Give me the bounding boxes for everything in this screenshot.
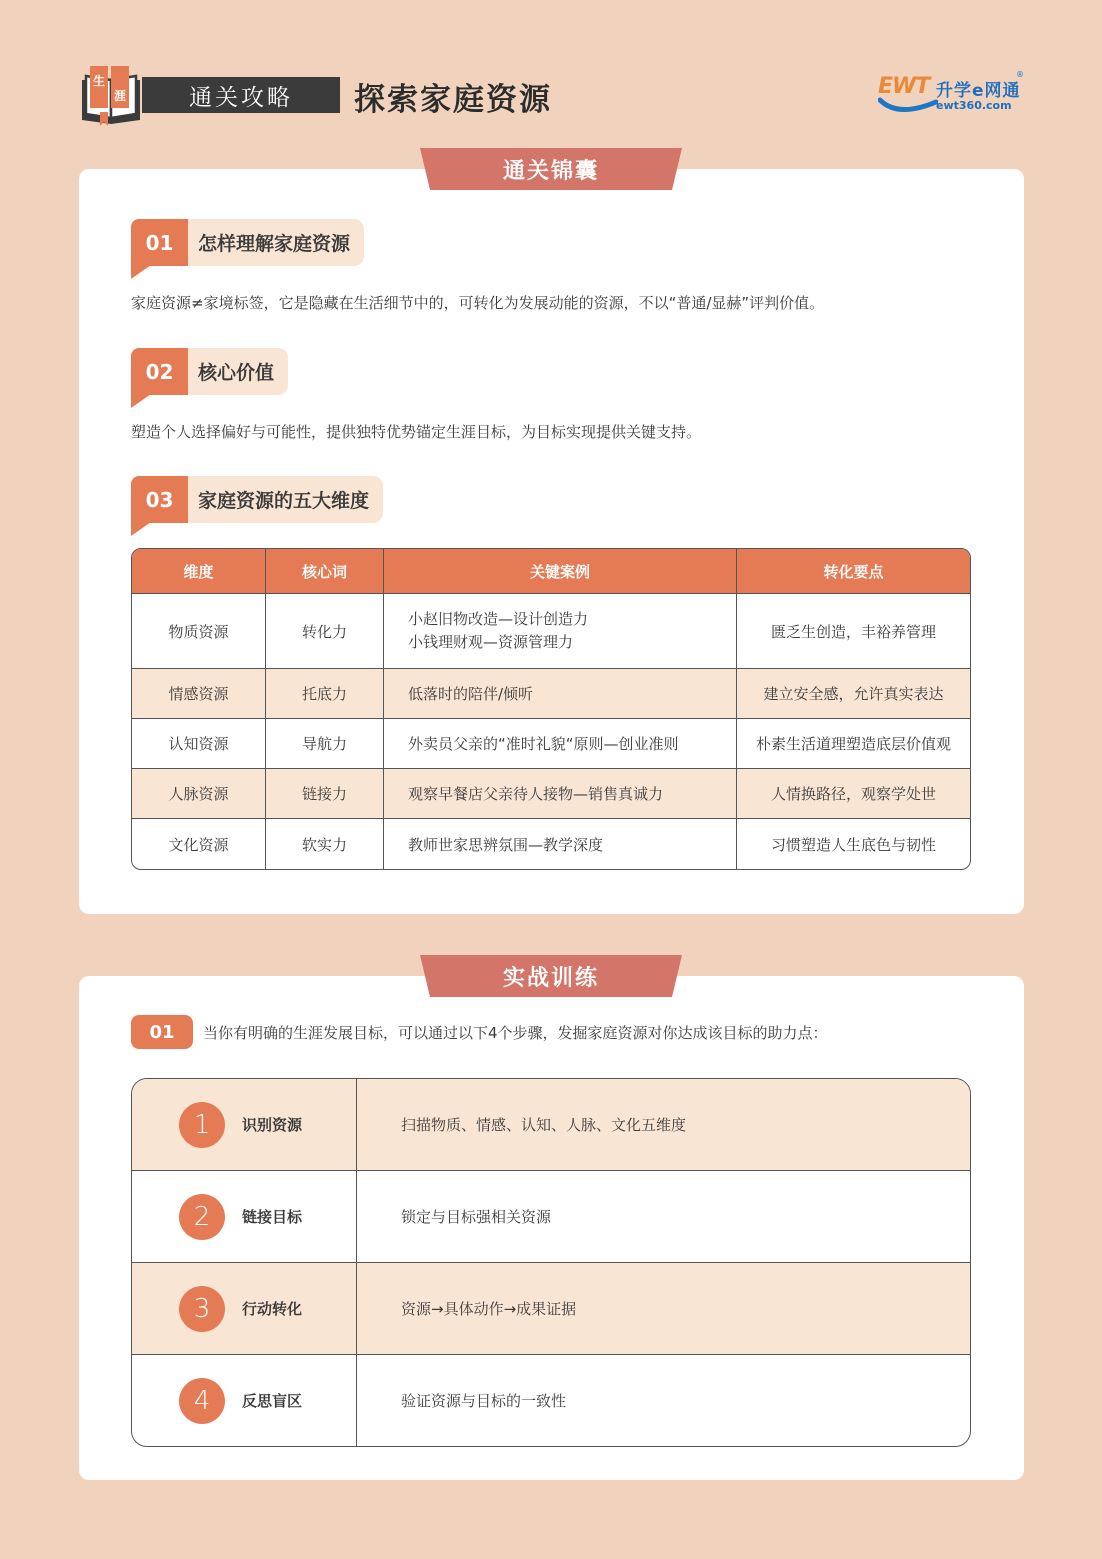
step-label [132, 1355, 357, 1446]
tab-tail [131, 265, 151, 279]
page-title: 探索家庭资源 [354, 82, 552, 118]
case-line: 小钱理财观—资源管理力 [408, 633, 574, 651]
header-cell: 转化要点 [823, 562, 884, 581]
case-line: 小赵旧物改造—设计创造力 [408, 610, 589, 628]
dimension-cell: 物质资源 [132, 594, 266, 668]
book-char-2: 涯 [113, 89, 127, 103]
section-title: 核心价值 [188, 348, 288, 395]
step-row [132, 1355, 970, 1446]
page-header [78, 62, 1024, 126]
table-row [132, 719, 970, 769]
logo-name: 升学e网通 [936, 81, 1021, 101]
step-label [132, 1263, 357, 1354]
point-cell: 人情换路径，观察学处世 [770, 785, 936, 803]
keyword-cell: 软实力 [266, 819, 384, 869]
dimension-cell: 人脉资源 [132, 769, 266, 818]
step-label [132, 1171, 357, 1262]
logo-swoosh-icon [878, 96, 938, 116]
step-row [132, 1171, 970, 1263]
steps-table [131, 1078, 971, 1447]
case-cell: 低落时的陪伴/倾听 [384, 669, 737, 718]
header-cell: 关键案例 [384, 549, 737, 593]
ewt-logo [878, 68, 1024, 118]
step-description: 资源→具体动作→成果证据 [401, 1300, 577, 1318]
step-name: 识别资源 [242, 1116, 303, 1134]
case-cell: 教师世家思辨氛围—教学深度 [384, 819, 737, 869]
keyword-cell: 链接力 [266, 769, 384, 818]
step-label [132, 1079, 357, 1170]
step-row [132, 1079, 970, 1171]
case-cell [384, 594, 737, 668]
career-book-icon [78, 62, 144, 126]
logo-registered: ® [1016, 70, 1024, 79]
step-number: 2 [179, 1194, 225, 1240]
section-number: 02 [131, 348, 188, 395]
point-cell: 匮乏生创造，丰裕养管理 [770, 622, 936, 641]
keyword-cell: 托底力 [266, 669, 384, 718]
case-cell: 外卖员父亲的“准时礼貌“原则—创业准则 [384, 719, 737, 768]
table-row [132, 819, 970, 869]
section-1-text: 家庭资源≠家境标签，它是隐藏在生活细节中的，可转化为发展动能的资源，不以“普通/显赫”评判价值。 [131, 294, 825, 312]
practice-ribbon-title: 实战训练 [502, 965, 599, 991]
step-description: 扫描物质、情感、认知、人脉、文化五维度 [401, 1116, 687, 1134]
question-number: 01 [131, 1015, 193, 1049]
question-text: 当你有明确的生涯发展目标，可以通过以下4个步骤，发掘家庭资源对你达成该目标的助力点： [203, 1024, 828, 1042]
logo-url: ewt360.com [936, 99, 1012, 112]
table-row [132, 769, 970, 819]
keyword-cell: 导航力 [266, 719, 384, 768]
step-name: 链接目标 [242, 1208, 303, 1226]
step-number: 3 [179, 1286, 225, 1332]
step-description: 锁定与目标强相关资源 [401, 1208, 552, 1226]
point-cell: 习惯塑造人生底色与韧性 [770, 835, 936, 854]
section-2-text: 塑造个人选择偏好与可能性，提供独特优势锚定生涯目标，为目标实现提供关键支持。 [131, 423, 702, 441]
table-row [132, 669, 970, 719]
table-header-row [132, 549, 970, 594]
step-description: 验证资源与目标的一致性 [401, 1392, 567, 1410]
step-name: 行动转化 [242, 1300, 303, 1318]
header-cell: 维度 [132, 549, 266, 593]
dimension-cell: 认知资源 [132, 719, 266, 768]
dimension-cell: 情感资源 [132, 669, 266, 718]
section-tag: 通关攻略 [142, 77, 340, 113]
header-cell: 核心词 [266, 549, 384, 593]
tab-tail [131, 394, 151, 408]
step-row [132, 1263, 970, 1355]
keyword-cell: 转化力 [266, 594, 384, 668]
tips-ribbon-title: 通关锦囊 [502, 158, 599, 184]
table-row [132, 594, 970, 669]
dimension-cell: 文化资源 [132, 819, 266, 869]
section-title: 家庭资源的五大维度 [188, 476, 383, 523]
section-number: 03 [131, 476, 188, 523]
step-number: 4 [179, 1378, 225, 1424]
book-char-1: 生 [92, 74, 106, 88]
logo-ewt: EWT [878, 74, 930, 99]
step-number: 1 [179, 1102, 225, 1148]
point-cell: 建立安全感，允许真实表达 [763, 685, 944, 703]
section-title: 怎样理解家庭资源 [188, 219, 364, 266]
point-cell: 朴素生活道理塑造底层价值观 [755, 735, 951, 753]
section-number: 01 [131, 219, 188, 266]
tab-tail [131, 522, 151, 536]
practice-ribbon [420, 955, 682, 997]
tips-ribbon [420, 148, 682, 190]
case-cell: 观察早餐店父亲待人接物—销售真诚力 [384, 769, 737, 818]
step-name: 反思盲区 [242, 1392, 303, 1410]
dimension-table [131, 548, 971, 870]
